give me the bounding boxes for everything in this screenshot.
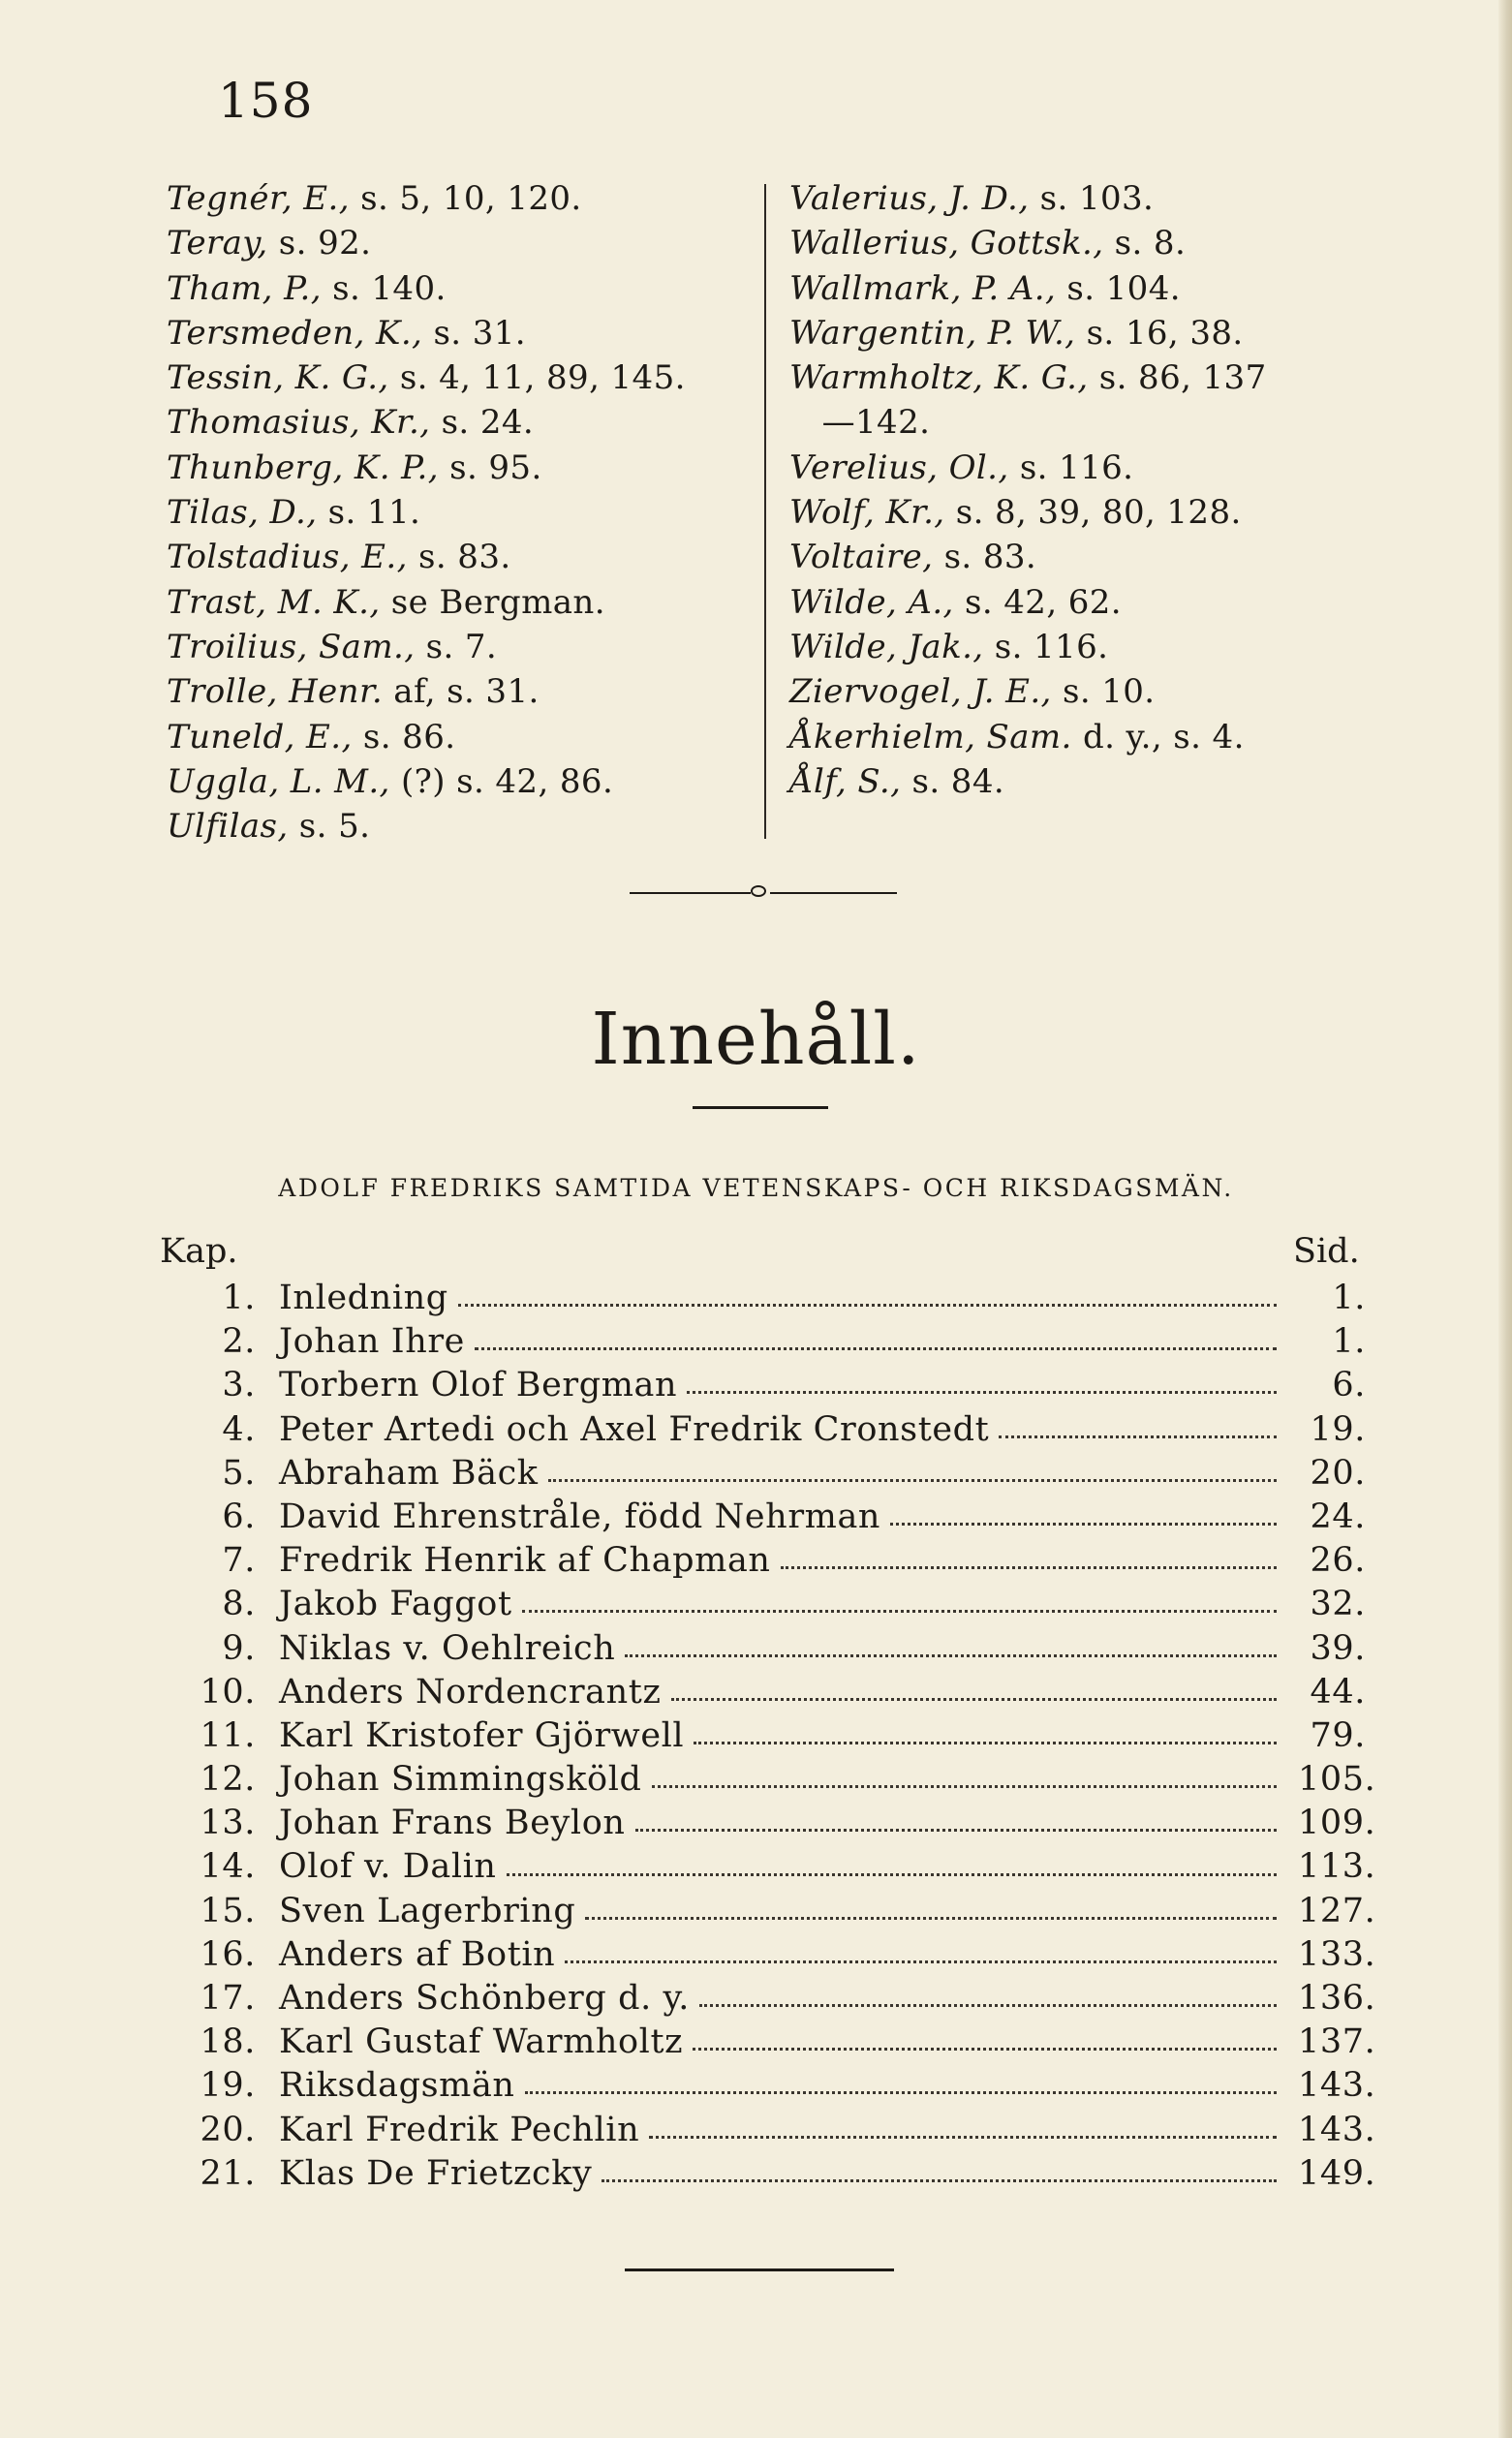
toc-entry-title: Fredrik Henrik af Chapman	[279, 1541, 771, 1581]
toc-entry-title: Anders af Botin	[279, 1934, 556, 1974]
index-entry-name: Tessin, K. G.,	[167, 358, 389, 398]
index-entry	[789, 355, 1390, 400]
index-column-right	[789, 176, 1390, 804]
index-entry-ref: s. 116.	[1008, 447, 1134, 487]
toc-entry-leader	[475, 1347, 1277, 1350]
index-entry-name: Troilius, Sam.,	[167, 627, 416, 666]
toc-entry[interactable]	[155, 1890, 1376, 1933]
toc-entry-number: 11.	[200, 1715, 256, 1755]
index-entry-name: Valerius, J. D.,	[789, 179, 1030, 218]
toc-entry-number: 16.	[200, 1934, 256, 1974]
toc-entry-leader	[507, 1873, 1277, 1876]
index-entry	[167, 759, 767, 804]
index-entry-name: Ulfilas,	[167, 807, 289, 847]
toc-title: Innehåll.	[591, 998, 921, 1081]
ornament-ring	[751, 885, 766, 897]
index-entry-name: Tolstadius, E.,	[167, 538, 408, 577]
index-entry-ref: (?) s. 42, 86.	[389, 761, 614, 801]
index-entry	[789, 715, 1390, 759]
toc-entry-title: Johan Simmingsköld	[279, 1760, 642, 1800]
toc-entry-page: 39.	[1310, 1628, 1366, 1668]
index-entry	[789, 759, 1390, 804]
toc-entry[interactable]	[155, 2152, 1376, 2196]
toc-entry-page: 24.	[1310, 1497, 1366, 1536]
index-entry	[789, 580, 1390, 625]
toc-entry-page: 32.	[1310, 1585, 1366, 1624]
toc-entry-leader	[890, 1523, 1277, 1526]
toc-entry-page: 143.	[1298, 2066, 1376, 2106]
index-entry-ref: —142.	[789, 403, 931, 443]
toc-entry-number: 13.	[200, 1804, 256, 1843]
index-entry-name: Tegnér, E.,	[167, 179, 350, 218]
toc-entry-title: Torbern Olof Bergman	[279, 1366, 678, 1405]
toc-entry-title: Anders Schönberg d. y.	[279, 1979, 690, 2018]
toc-entry[interactable]	[155, 1408, 1366, 1452]
toc-entry-title: David Ehrenstråle, född Nehrman	[279, 1497, 881, 1536]
toc-entry[interactable]	[155, 1802, 1376, 1845]
toc-entry-title: Peter Artedi och Axel Fredrik Cronstedt	[279, 1409, 990, 1449]
toc-entry-number: 18.	[200, 2022, 256, 2062]
index-entry-name: Thomasius, Kr.,	[167, 403, 431, 443]
index-entry	[789, 535, 1390, 579]
index-entry	[167, 669, 767, 714]
toc-entry-page: 137.	[1298, 2022, 1376, 2062]
toc-entry-page: 136.	[1298, 1979, 1376, 2018]
index-entry	[167, 446, 767, 490]
toc-entry-number: 4.	[222, 1409, 256, 1449]
toc-entry-title: Abraham Bäck	[279, 1453, 539, 1493]
index-entry-name: Warmholtz, K. G.,	[789, 358, 1089, 398]
ornament-divider	[630, 881, 897, 905]
index-entry-name: Ziervogel, J. E.,	[789, 672, 1052, 712]
toc-entry-number: 12.	[200, 1760, 256, 1800]
index-entry	[167, 176, 767, 221]
toc-entry-page: 149.	[1298, 2153, 1376, 2193]
index-entry-name: Tham, P.,	[167, 268, 322, 308]
index-entry-name: Åkerhielm, Sam.	[789, 717, 1072, 756]
title-rule	[693, 1106, 828, 1109]
index-entry	[789, 669, 1390, 714]
toc-entry-title: Jakob Faggot	[279, 1585, 512, 1624]
toc-entry[interactable]	[155, 1933, 1376, 1977]
toc-entry-leader	[585, 1917, 1277, 1920]
toc-entry-page: 109.	[1298, 1804, 1376, 1843]
index-entry-ref: s. 42, 62.	[953, 582, 1123, 622]
index-entry-ref: s. 83.	[933, 538, 1037, 577]
toc-entry[interactable]	[155, 1714, 1366, 1758]
ornament-line-left	[630, 892, 751, 894]
index-entry-ref: s. 8, 39, 80, 128.	[944, 493, 1242, 533]
index-entry-name: Ålf, S.,	[789, 761, 902, 801]
index-entry-ref: s. 24.	[430, 403, 535, 443]
index-entry-ref: s. 84.	[901, 761, 1005, 801]
toc-entry-leader	[781, 1566, 1277, 1569]
index-entry-name: Wallmark, P. A.,	[789, 268, 1057, 308]
index-entry	[167, 355, 767, 400]
toc-entry-leader	[458, 1304, 1277, 1307]
index-entry	[789, 176, 1390, 221]
index-entry-name: Tersmeden, K.,	[167, 313, 423, 353]
index-entry-ref: s. 16, 38.	[1075, 313, 1244, 353]
page-number: 158	[218, 73, 314, 129]
toc-entry[interactable]	[155, 1671, 1366, 1714]
index-entry	[167, 266, 767, 311]
toc-entry-number: 10.	[200, 1672, 256, 1712]
index-entry-name: Wilde, Jak.,	[789, 627, 984, 666]
toc-entry[interactable]	[155, 1277, 1366, 1320]
toc-entry-page: 105.	[1298, 1760, 1376, 1800]
toc-subtitle: ADOLF FREDRIKS SAMTIDA VETENSKAPS- OCH RIKSDAGSMÄN.	[278, 1174, 1234, 1202]
toc-entry-page: 113.	[1298, 1847, 1376, 1887]
index-entry-ref: af, s. 31.	[383, 672, 540, 712]
toc-entry[interactable]	[155, 2021, 1376, 2064]
column-divider	[764, 184, 766, 839]
index-entry-name: Wargentin, P. W.,	[789, 313, 1076, 353]
toc-entry-leader	[652, 1785, 1277, 1788]
ornament-line-right	[770, 892, 897, 894]
index-entry-name: Wallerius, Gottsk.,	[789, 224, 1104, 263]
index-entry	[167, 490, 767, 535]
toc-entry-number: 17.	[200, 1979, 256, 2018]
toc-entry-leader	[699, 2004, 1277, 2007]
toc-entry-number: 20.	[200, 2110, 256, 2149]
index-entry-name: Voltaire,	[789, 538, 934, 577]
toc-entry-title: Karl Kristofer Gjörwell	[279, 1715, 685, 1755]
toc-entry[interactable]	[155, 1583, 1366, 1626]
toc-entry-page: 44.	[1310, 1672, 1366, 1712]
toc-entry-number: 19.	[200, 2066, 256, 2106]
index-entry-ref: s. 92.	[267, 224, 372, 263]
index-entry-name: Wolf, Kr.,	[789, 493, 945, 533]
index-entry-name: Uggla, L. M.,	[167, 761, 390, 801]
index-entry	[789, 446, 1390, 490]
toc-entry-leader	[693, 2048, 1277, 2051]
index-entry	[167, 715, 767, 759]
index-entry-ref: s. 116.	[983, 627, 1109, 666]
toc-entry-title: Johan Ihre	[279, 1322, 465, 1362]
toc-entry-page: 1.	[1332, 1322, 1366, 1362]
toc-entry[interactable]	[155, 1452, 1366, 1496]
toc-entry-number: 6.	[222, 1497, 256, 1536]
index-entry-ref: s. 11.	[317, 493, 421, 533]
toc-entry-leader	[671, 1698, 1278, 1701]
toc-entry-title: Sven Lagerbring	[279, 1891, 576, 1930]
toc-entry-leader	[565, 1960, 1277, 1963]
toc-entry-title: Inledning	[279, 1279, 448, 1317]
index-entry	[167, 400, 767, 445]
index-entry-ref: s. 10.	[1051, 672, 1156, 712]
toc-entry-number: 15.	[200, 1891, 256, 1930]
toc-entry-number: 5.	[222, 1453, 256, 1493]
toc-entry-page: 6.	[1332, 1366, 1366, 1405]
index-entry	[789, 311, 1390, 355]
index-entry	[167, 625, 767, 669]
index-entry	[789, 490, 1390, 535]
toc-entry[interactable]	[155, 1496, 1366, 1539]
index-entry-name: Tilas, D.,	[167, 493, 318, 533]
index-entry-name: Verelius, Ol.,	[789, 447, 1009, 487]
toc-entry-number: 21.	[200, 2153, 256, 2193]
bottom-rule	[625, 2268, 894, 2271]
toc-entry-leader	[999, 1435, 1277, 1438]
index-entry-ref: s. 86.	[352, 717, 456, 756]
toc-entry-title: Anders Nordencrantz	[279, 1672, 662, 1712]
toc-entry[interactable]	[155, 2064, 1376, 2108]
toc-entry-title: Riksdagsmän	[279, 2066, 515, 2106]
index-entry	[789, 400, 1390, 445]
toc-entry-leader	[649, 2136, 1277, 2139]
toc-entry-leader	[525, 2091, 1277, 2094]
index-entry-name: Thunberg, K. P.,	[167, 447, 439, 487]
index-entry-ref: s. 104.	[1056, 268, 1181, 308]
index-entry	[167, 580, 767, 625]
toc-entry-page: 19.	[1310, 1409, 1366, 1449]
toc-entry-leader	[687, 1391, 1277, 1394]
toc-entry-number: 2.	[222, 1322, 256, 1362]
toc-entry-page: 26.	[1310, 1541, 1366, 1581]
index-entry-ref: s. 95.	[438, 447, 542, 487]
toc-entry-leader	[625, 1654, 1277, 1657]
toc-entry[interactable]	[155, 1539, 1366, 1583]
toc-entry-page: 79.	[1310, 1715, 1366, 1755]
toc-entry-number: 1.	[222, 1279, 256, 1317]
index-entry	[167, 221, 767, 265]
toc-entry-number: 3.	[222, 1366, 256, 1405]
toc-list	[155, 1277, 1376, 2196]
toc-entry-number: 14.	[200, 1847, 256, 1887]
toc-entry-title: Klas De Frietzcky	[279, 2153, 593, 2193]
index-entry-ref: s. 4, 11, 89, 145.	[388, 358, 686, 398]
toc-header-sid: Sid.	[1293, 1232, 1360, 1271]
index-entry	[789, 625, 1390, 669]
toc-entry[interactable]	[155, 1758, 1376, 1802]
toc-entry-title: Olof v. Dalin	[279, 1847, 497, 1887]
index-entry-name: Teray,	[167, 224, 268, 263]
index-entry-ref: d. y., s. 4.	[1071, 717, 1245, 756]
page-edge	[1498, 0, 1512, 2438]
toc-entry-page: 1.	[1332, 1279, 1366, 1317]
toc-entry-number: 8.	[222, 1585, 256, 1624]
index-entry	[789, 221, 1390, 265]
index-entry	[167, 535, 767, 579]
toc-entry[interactable]	[155, 1364, 1366, 1407]
index-entry	[789, 266, 1390, 311]
toc-entry-page: 127.	[1298, 1891, 1376, 1930]
toc-entry-page: 133.	[1298, 1934, 1376, 1974]
toc-entry-leader	[635, 1829, 1277, 1832]
toc-entry-number: 9.	[222, 1628, 256, 1668]
index-entry-ref: s. 7.	[415, 627, 498, 666]
toc-entry-title: Johan Frans Beylon	[279, 1804, 626, 1843]
toc-entry-page: 143.	[1298, 2110, 1376, 2149]
index-entry-ref: s. 8.	[1103, 224, 1187, 263]
index-entry-ref: se Bergman.	[380, 582, 605, 622]
index-entry-ref: s. 140.	[321, 268, 447, 308]
toc-entry-title: Niklas v. Oehlreich	[279, 1628, 616, 1668]
index-entry-name: Trolle, Henr.	[167, 672, 384, 712]
toc-entry-page: 20.	[1310, 1453, 1366, 1493]
toc-entry-leader	[522, 1610, 1277, 1613]
toc-entry-leader	[602, 2179, 1277, 2182]
index-entry-ref: s. 103.	[1029, 179, 1155, 218]
toc-entry-leader	[694, 1742, 1277, 1744]
index-entry-name: Wilde, A.,	[789, 582, 954, 622]
index-entry-ref: s. 31.	[422, 313, 526, 353]
toc-header-kap: Kap.	[160, 1232, 238, 1271]
toc-entry[interactable]	[155, 2109, 1376, 2152]
toc-entry[interactable]	[155, 1320, 1366, 1364]
toc-entry-number: 7.	[222, 1541, 256, 1581]
toc-entry-title: Karl Gustaf Warmholtz	[279, 2022, 684, 2062]
index-entry-name: Tuneld, E.,	[167, 717, 353, 756]
index-entry	[167, 804, 767, 849]
index-entry-ref: s. 86, 137	[1088, 358, 1267, 398]
toc-entry[interactable]	[155, 1977, 1376, 2021]
index-entry-ref: s. 5, 10, 120.	[349, 179, 582, 218]
index-entry-ref: s. 5.	[288, 807, 371, 847]
index-column-left	[167, 176, 767, 849]
toc-entry[interactable]	[155, 1627, 1366, 1671]
index-entry-ref: s. 83.	[407, 538, 511, 577]
index-entry	[167, 311, 767, 355]
index-entry-name: Trast, M. K.,	[167, 582, 381, 622]
toc-entry-title: Karl Fredrik Pechlin	[279, 2110, 640, 2149]
toc-entry-leader	[548, 1479, 1277, 1482]
toc-entry[interactable]	[155, 1845, 1376, 1889]
